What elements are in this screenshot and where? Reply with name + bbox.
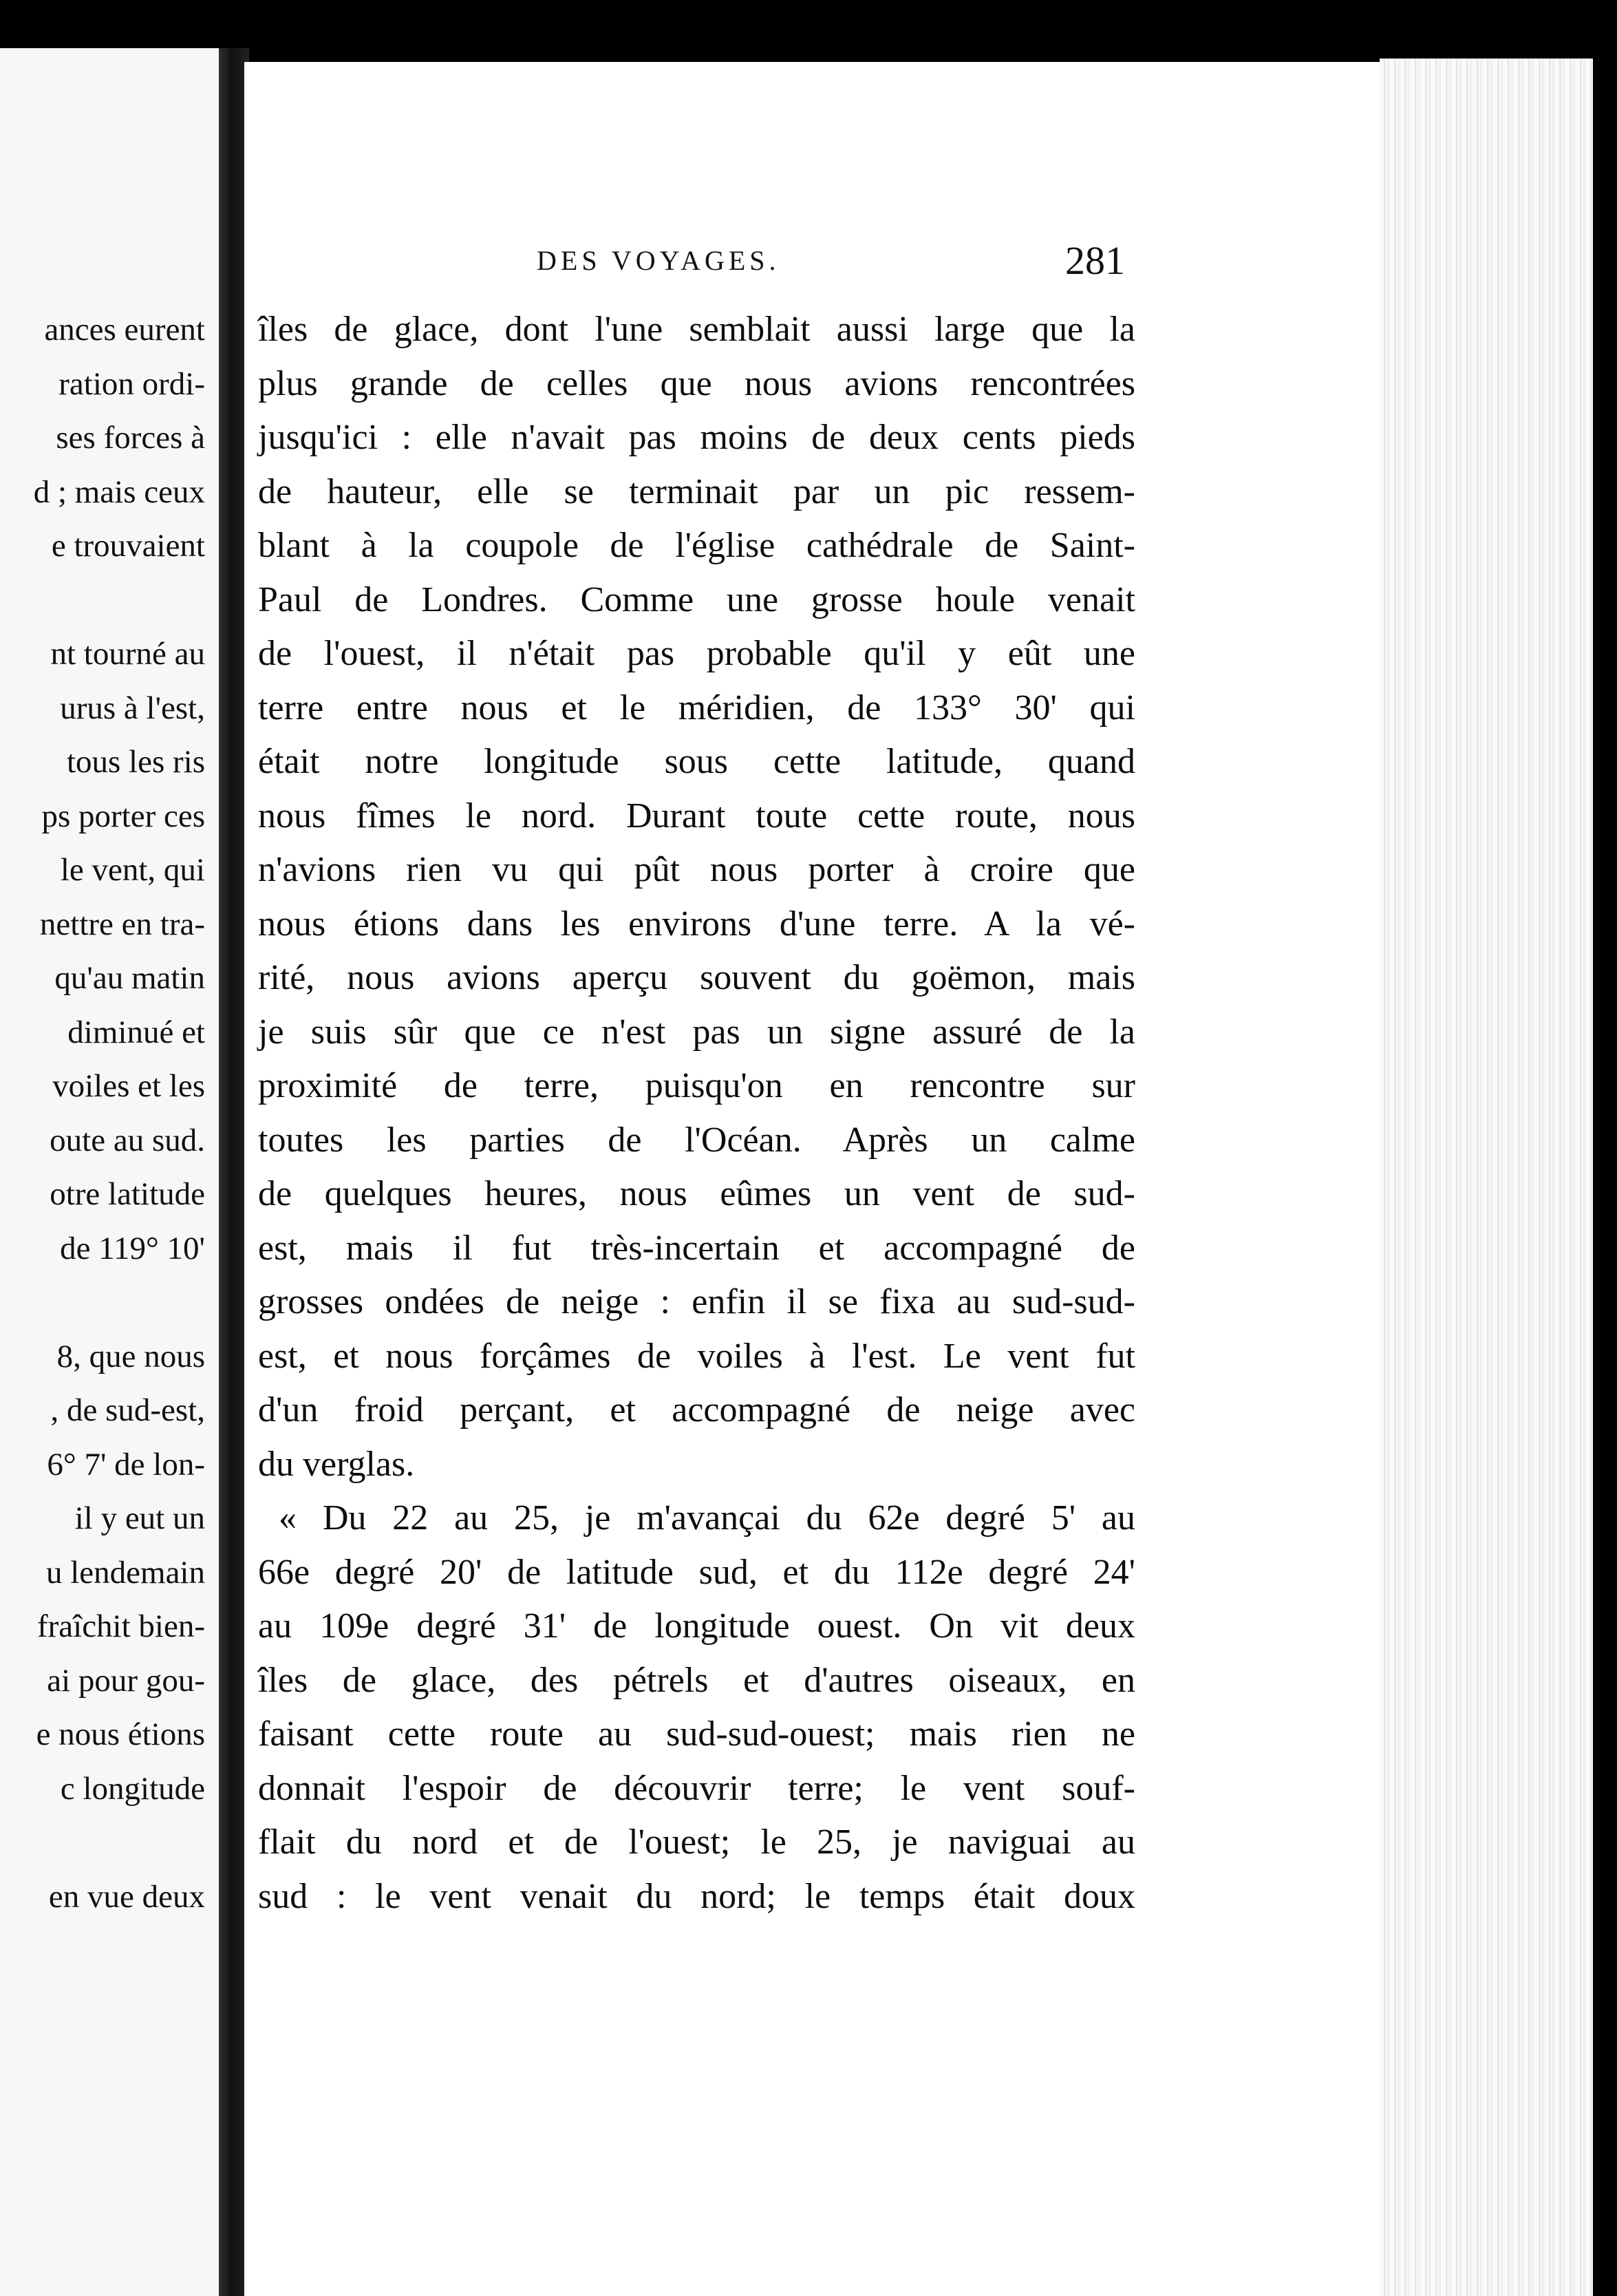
facing-line: 8, que nous	[56, 1338, 205, 1374]
text-line: nous étions dans les environs d'une terre. A la vé-	[258, 904, 1135, 944]
text-line: de hauteur, elle se terminait par un pic ressem-	[258, 471, 1135, 511]
facing-line: e nous étions	[36, 1716, 205, 1752]
facing-line: nt tourné au	[50, 636, 205, 672]
facing-line: ration ordi-	[58, 365, 205, 402]
text-line: du verglas.	[258, 1444, 415, 1484]
text-line: Paul de Londres. Comme une grosse houle venait	[258, 580, 1135, 619]
facing-line: de 119° 10'	[60, 1230, 205, 1266]
facing-line	[0, 573, 205, 628]
text-line: d'un froid perçant, et accompagné de neige avec	[258, 1390, 1135, 1429]
facing-line: e trouvaient	[51, 528, 205, 564]
facing-page-left	[0, 48, 219, 2296]
facing-line: otre latitude	[50, 1176, 205, 1212]
facing-line: en vue deux	[48, 1878, 205, 1915]
text-line: donnait l'espoir de découvrir terre; le vent souf-	[258, 1768, 1135, 1808]
text-line: sud : le vent venait du nord; le temps était doux	[258, 1876, 1135, 1916]
text-line: de quelques heures, nous eûmes un vent de sud-	[258, 1174, 1135, 1213]
text-line: nous fîmes le nord. Durant toute cette route, nous	[258, 796, 1135, 836]
facing-line: ai pour gou-	[47, 1662, 205, 1699]
text-line: de l'ouest, il n'était pas probable qu'il y eût une	[258, 634, 1135, 673]
facing-line: oute au sud.	[50, 1122, 205, 1158]
facing-line: 6° 7' de lon-	[47, 1446, 205, 1482]
text-line: est, mais il fut très-incertain et accompagné de	[258, 1228, 1135, 1268]
facing-line: ses forces à	[56, 420, 205, 456]
facing-line: tous les ris	[66, 744, 205, 780]
facing-line: qu'au matin	[54, 960, 205, 996]
facing-line: u lendemain	[45, 1554, 205, 1591]
facing-line	[0, 1275, 205, 1330]
text-line: 66e degré 20' de latitude sud, et du 112e degré 24'	[258, 1552, 1135, 1592]
facing-line	[0, 1816, 205, 1870]
text-line: blant à la coupole de l'église cathédrale de Saint-	[258, 526, 1135, 565]
text-line: n'avions rien vu qui pût nous porter à croire que	[258, 850, 1135, 889]
facing-line: fraîchit bien-	[36, 1608, 205, 1644]
scan-background-right	[1593, 59, 1617, 2296]
text-line: flait du nord et de l'ouest; le 25, je naviguai au	[258, 1822, 1135, 1862]
facing-line: il y eut un	[74, 1500, 205, 1536]
facing-line: le vent, qui	[60, 852, 205, 888]
text-line: grosses ondées de neige : enfin il se fixa au sud-sud-	[258, 1282, 1135, 1321]
text-line: proximité de terre, puisqu'on en rencontre sur	[258, 1066, 1135, 1105]
facing-line: diminué et	[67, 1014, 205, 1050]
text-line: îles de glace, dont l'une semblait aussi large que la	[258, 310, 1135, 349]
text-line: plus grande de celles que nous avions rencontrées	[258, 363, 1135, 403]
facing-page-text	[0, 303, 205, 1924]
page-fore-edge	[1380, 59, 1593, 2296]
text-line: au 109e degré 31' de longitude ouest. On vit deux	[258, 1606, 1135, 1646]
text-line: faisant cette route au sud-sud-ouest; mais rien ne	[258, 1714, 1135, 1754]
text-line: terre entre nous et le méridien, de 133° 30' qui	[258, 688, 1135, 727]
facing-line: nettre en tra-	[39, 906, 205, 942]
text-line: toutes les parties de l'Océan. Après un calme	[258, 1120, 1135, 1160]
text-line: est, et nous forçâmes de voiles à l'est. Le vent fut	[258, 1336, 1135, 1376]
text-line: « Du 22 au 25, je m'avançai du 62e degré 5' au	[279, 1498, 1135, 1538]
page-number: 281	[1065, 238, 1125, 283]
running-head: DES VOYAGES.	[537, 245, 780, 276]
text-line: jusqu'ici : elle n'avait pas moins de deux cents pieds	[258, 418, 1135, 457]
body-text	[258, 303, 1135, 1924]
text-line: je suis sûr que ce n'est pas un signe assuré de la	[258, 1012, 1135, 1052]
facing-line: , de sud-est,	[50, 1392, 205, 1428]
facing-line: voiles et les	[52, 1068, 205, 1104]
text-line: était notre longitude sous cette latitude, quand	[258, 742, 1135, 781]
facing-line: urus à l'est,	[60, 690, 205, 726]
facing-line: ps porter ces	[41, 798, 205, 834]
facing-line: c longitude	[60, 1770, 205, 1807]
text-line: îles de glace, des pétrels et d'autres oiseaux, en	[258, 1660, 1135, 1700]
facing-line: ances eurent	[44, 312, 205, 348]
text-line: rité, nous avions aperçu souvent du goëmon, mais	[258, 958, 1135, 997]
facing-line: d ; mais ceux	[33, 474, 205, 510]
